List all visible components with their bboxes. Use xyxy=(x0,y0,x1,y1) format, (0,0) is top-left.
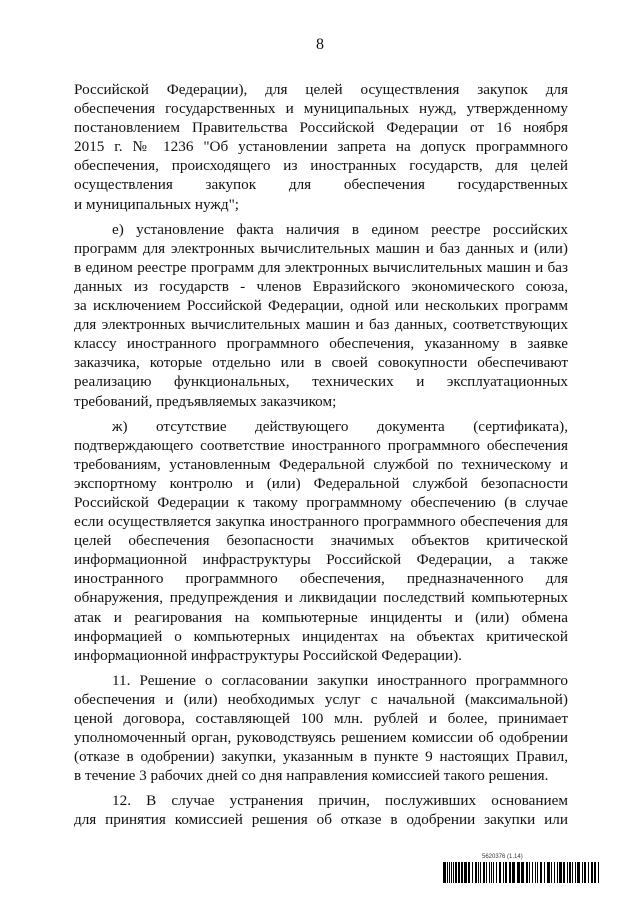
text-line: ценой договора, составляющей 100 млн. рублей и более, принимает xyxy=(74,710,568,727)
text-line: 2015 г. № 1236 "Об установлении запрета на допуск программного xyxy=(74,138,568,156)
text-line: осуществления закупок для обеспечения государственных xyxy=(74,176,568,194)
text-line: экспортному контролю и (или) Федеральной службой безопасности xyxy=(74,474,568,492)
paragraph-3 xyxy=(74,417,568,665)
text-line: если осуществляется закупка иностранного программного обеспечения для xyxy=(74,513,568,531)
paragraph-4 xyxy=(74,671,568,786)
text-line: требований, предъявляемых заказчиком; xyxy=(74,392,337,410)
text-line: иностранного программного обеспечения, предназначенного для xyxy=(74,570,568,588)
document-body xyxy=(74,80,568,836)
text-line: требованиям, установленным Федеральной службой по техническому и xyxy=(74,455,568,473)
text-line: информацией о компьютерных инцидентах на объектах критической xyxy=(74,627,568,645)
text-line: ж) отсутствие действующего документа (сертификата), xyxy=(112,417,568,435)
paragraph-5 xyxy=(74,791,568,829)
text-line: постановлением Правительства Российской Федерации от 16 ноября xyxy=(74,119,568,137)
text-line: обеспечения, происходящего из иностранных государств, для целей xyxy=(74,157,568,175)
text-line: обеспечения государственных и муниципальных нужд, утвержденному xyxy=(74,100,568,118)
text-line: (отказе в одобрении) закупки, указанным в пункте 9 настоящих Правил, xyxy=(74,748,568,766)
text-line: в едином реестре программ для электронных вычислительных машин и баз xyxy=(74,258,568,276)
text-line: е) установление факта наличия в едином реестре российских xyxy=(112,220,568,238)
text-line: обеспечения и (или) необходимых услуг с начальной (максимальной) xyxy=(74,690,568,708)
text-line: данных из государств - членов Евразийского экономического союза, xyxy=(74,277,568,295)
barcode-icon xyxy=(443,862,599,883)
text-line: уполномоченный орган, руководствуясь решением комиссии об одобрении xyxy=(74,729,568,747)
text-line: Российской Федерации к такому программному обеспечению (в случае xyxy=(74,493,568,511)
text-line: программ для электронных вычислительных машин и баз данных и (или) xyxy=(74,239,568,257)
text-line: обнаружения, предупреждения и ликвидации последствий компьютерных xyxy=(74,589,568,607)
paragraph-2 xyxy=(74,220,568,411)
paragraph-1 xyxy=(74,80,568,214)
text-line: и муниципальных нужд"; xyxy=(74,195,240,213)
text-line: за исключением Российской Федерации, одной или нескольких программ xyxy=(74,297,568,315)
text-line: подтверждающего соответствие иностранного программного обеспечения xyxy=(74,436,568,454)
text-line: информационной инфраструктуры Российской Федерации, а также xyxy=(74,551,568,569)
text-line: 12. В случае устранения причин, послуживших основанием xyxy=(112,792,568,810)
text-line: атак и реагирования на компьютерные инциденты и (или) обмена xyxy=(74,608,568,626)
text-line: реализацию функциональных, технических и эксплуатационных xyxy=(74,373,568,391)
text-line: Российской Федерации), для целей осуществления закупок для xyxy=(74,81,568,98)
text-line: в течение 3 рабочих дней со дня направления комиссией такого решения. xyxy=(74,767,549,785)
document-stamp: 5620376 (1.14) xyxy=(482,854,523,860)
text-line: для электронных вычислительных машин и баз данных, соответствующих xyxy=(74,316,568,334)
text-line: 11. Решение о согласовании закупки иностранного программного xyxy=(112,671,568,689)
text-line: для принятия комиссией решения об отказе в одобрении закупки или xyxy=(74,811,568,829)
text-line: классу иностранного программного обеспечения, указанному в заявке xyxy=(74,335,568,353)
page-number: 8 xyxy=(316,36,324,53)
text-line: заказчика, которые отдельно или в своей совокупности обеспечивают xyxy=(74,354,568,372)
text-line: информационной инфраструктуры Российской Федерации). xyxy=(74,646,462,664)
text-line: целей обеспечения безопасности значимых объектов критической xyxy=(74,532,568,550)
